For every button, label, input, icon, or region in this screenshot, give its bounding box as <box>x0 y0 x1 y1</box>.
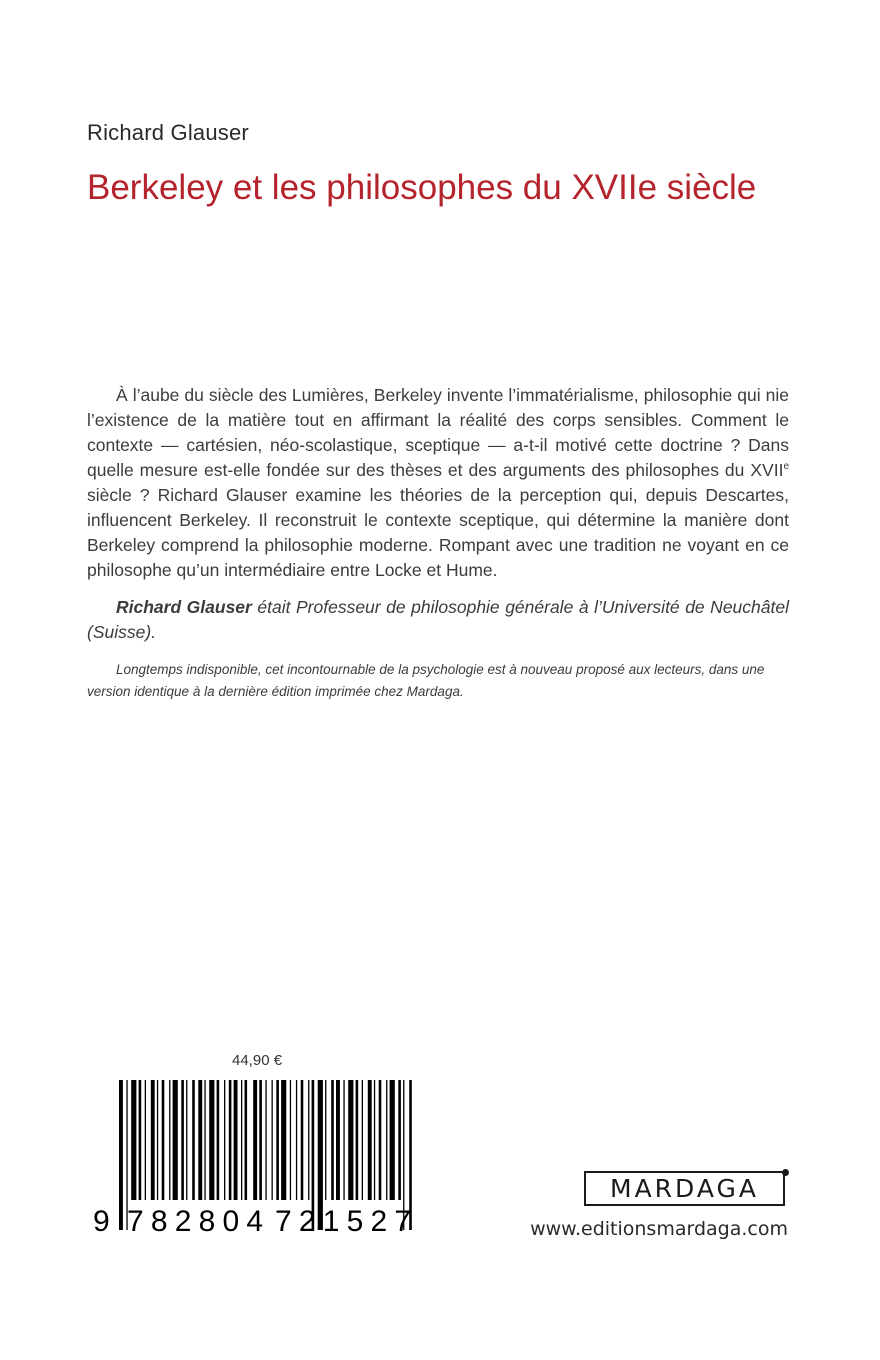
barcode-bar <box>217 1080 220 1200</box>
barcode-bar <box>192 1080 195 1200</box>
blurb-superscript: e <box>783 461 789 472</box>
barcode-digit-first: 9 <box>93 1205 110 1238</box>
barcode-bar <box>281 1080 286 1200</box>
barcode-bar <box>276 1080 279 1200</box>
publisher-logo: MARDAGA <box>584 1171 785 1206</box>
publisher-website: www.editionsmardaga.com <box>530 1218 788 1240</box>
barcode-bar <box>198 1080 202 1200</box>
barcode-bar <box>356 1080 359 1200</box>
barcode-bar <box>173 1080 178 1200</box>
blurb <box>87 383 789 583</box>
barcode-bar <box>390 1080 395 1200</box>
barcode-bar <box>181 1080 184 1200</box>
barcode-bar <box>145 1080 146 1200</box>
author-bio <box>87 595 789 645</box>
barcode-bar <box>229 1080 232 1200</box>
barcode-bar <box>379 1080 382 1200</box>
barcode-bar <box>336 1080 340 1200</box>
barcode-bar <box>308 1080 309 1200</box>
barcode-bar <box>290 1080 291 1200</box>
barcode-bar <box>331 1080 334 1200</box>
barcode-bar <box>209 1080 214 1200</box>
barcode-bar <box>348 1080 353 1200</box>
barcode-bar <box>386 1080 387 1200</box>
barcode-bar <box>368 1080 372 1200</box>
barcode-bar <box>224 1080 225 1200</box>
barcode-bar <box>204 1080 205 1200</box>
blurb-text-start: À l’aube du siècle des Lumières, Berkeley invente l’immatérialisme, philosophie qui nie l’existence de la matière tout en affirmant la réalité des corps sensibles. Comment le contexte — cartésien, néo-scolastique, sceptique — a-t-il motivé cette doctrine ? Dans quelle mesure est-elle fondée sur des thèses et des arguments des philosophes du XVII <box>87 385 789 480</box>
barcode-bar <box>265 1080 266 1200</box>
barcode-bar <box>169 1080 170 1200</box>
barcode-bar <box>131 1080 136 1200</box>
logo-dot <box>782 1169 789 1176</box>
barcode-bar <box>343 1080 344 1200</box>
blurb-text-end: siècle ? Richard Glauser examine les théories de la perception qui, depuis Descartes, influencent Berkeley. Il reconstruit le contexte sceptique, qui détermine la manière dont Berkeley comprend la philosophie moderne. Rompant avec une tradition ne voyant en ce philosophe qu’un intermédiaire entre Locke et Hume. <box>87 485 789 580</box>
barcode-bar <box>234 1080 238 1200</box>
book-title: Berkeley et les philosophes du XVIIe siècle <box>87 168 757 207</box>
price-label: 44,90 € <box>232 1052 283 1069</box>
barcode-bar <box>398 1080 401 1200</box>
isbn-barcode <box>87 1080 417 1240</box>
barcode-bar <box>296 1080 297 1200</box>
barcode-bar <box>245 1080 248 1200</box>
barcode-bar <box>186 1080 187 1200</box>
barcode-bar <box>157 1080 158 1200</box>
barcode-bar <box>162 1080 165 1200</box>
barcode-bar <box>362 1080 363 1200</box>
author-name: Richard Glauser <box>87 120 249 145</box>
barcode-bar <box>374 1080 375 1200</box>
barcode-bar <box>139 1080 142 1200</box>
barcode-bar <box>253 1080 257 1200</box>
barcode-group-right: 721527 <box>275 1205 411 1238</box>
bio-text: était Professeur de philosophie générale à l’Université de Neuchâtel (Suisse). <box>87 597 789 642</box>
barcode-bar <box>325 1080 326 1200</box>
barcode-bar <box>241 1080 242 1200</box>
reissue-note: Longtemps indisponible, cet incontournable de la psychologie est à nouveau proposé aux lecteurs, dans une version identique à la dernière édition imprimée chez Mardaga. <box>87 662 765 699</box>
barcode-bar <box>151 1080 155 1200</box>
blurb-paragraph <box>87 383 789 583</box>
barcode-bar <box>301 1080 304 1200</box>
barcode-group-left: 782804 <box>127 1205 263 1238</box>
barcode-bar <box>119 1080 123 1230</box>
barcode-bar <box>259 1080 262 1200</box>
barcode-bar <box>272 1080 273 1200</box>
bio-author-name: Richard Glauser <box>116 597 252 617</box>
